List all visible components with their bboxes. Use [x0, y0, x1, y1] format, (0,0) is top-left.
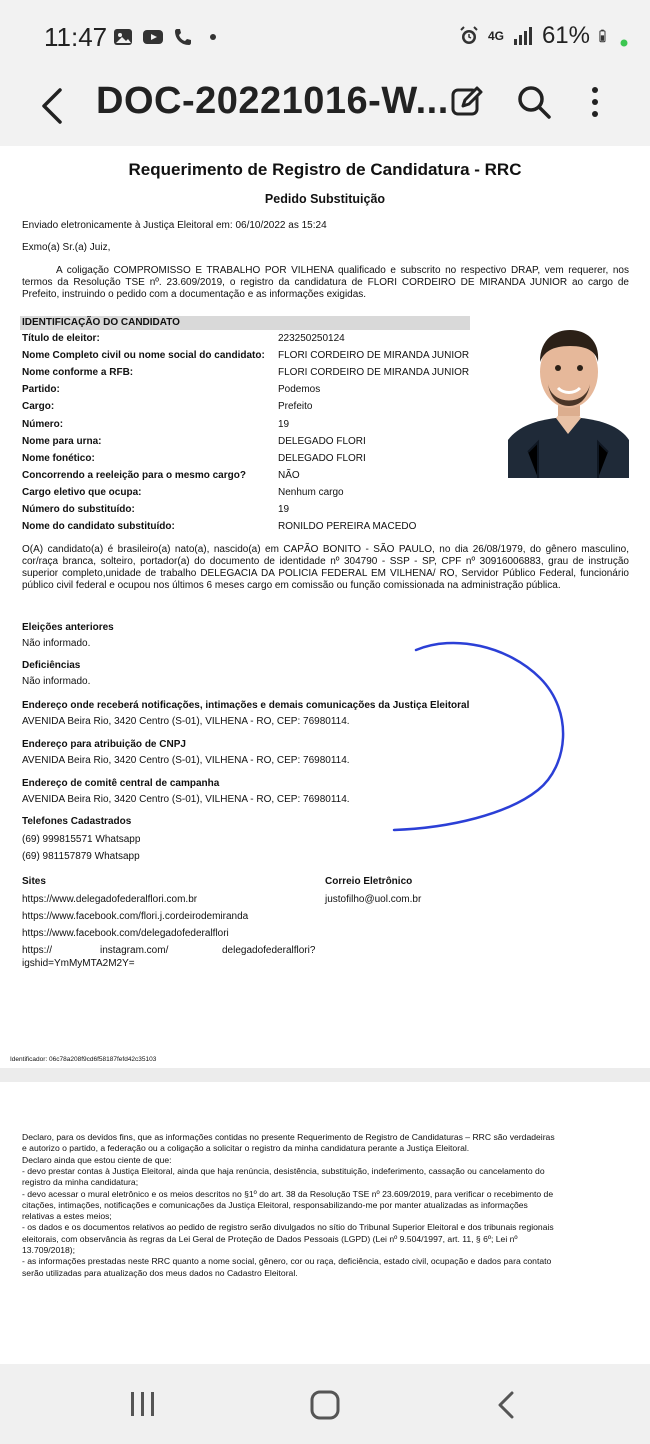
- field-value: FLORI CORDEIRO DE MIRANDA JUNIOR: [278, 350, 470, 362]
- telefone-item: (69) 999815571 Whatsapp: [22, 834, 141, 845]
- deficiencias-value: Não informado.: [22, 676, 91, 687]
- identificador: Identificador: 06c78a208f9cd6f58187fefd42c35103: [10, 1056, 157, 1063]
- email-value[interactable]: justofilho@uol.com.br: [325, 894, 422, 905]
- site-instagram-part[interactable]: https://: [22, 945, 53, 956]
- endereco-cnpj-value: AVENIDA Beira Rio, 3420 Centro (S-01), VILHENA - RO, CEP: 76980114.: [22, 755, 350, 766]
- youtube-icon: [142, 26, 164, 48]
- alarm-icon: [458, 25, 480, 47]
- declaration-line: serão utilizadas para atualização dos meus dados no Cadastro Eleitoral.: [22, 1267, 298, 1278]
- field-value: NÃO: [278, 469, 300, 481]
- site-instagram-part[interactable]: delegadofederalflori?: [222, 945, 316, 956]
- field-label: Cargo eletivo que ocupa:: [22, 486, 142, 498]
- salutation: Exmo(a) Sr.(a) Juiz,: [22, 242, 111, 253]
- battery-icon: [598, 25, 612, 47]
- gallery-icon: [112, 26, 134, 48]
- field-label: Número:: [22, 418, 64, 430]
- field-value: 223250250124: [278, 333, 345, 344]
- site-link[interactable]: https://www.facebook.com/delegadofederalflori: [22, 928, 229, 939]
- telefones-title: Telefones Cadastrados: [22, 816, 132, 827]
- declaration-line: - os dados e os documentos relativos ao pedido de registro serão divulgados no sítio do Tribunal Superior Eleitoral e dos tribunais regionais: [22, 1222, 554, 1233]
- field-label: Nome conforme a RFB:: [22, 367, 134, 379]
- status-time: 11:47: [44, 22, 108, 52]
- field-value: 19: [278, 504, 290, 515]
- field-label: Título de eleitor:: [22, 333, 100, 344]
- declaration-line: registro da minha candidatura;: [22, 1177, 139, 1188]
- sites-title: Sites: [22, 876, 46, 887]
- document-title: DOC-20221016-W...: [96, 80, 449, 122]
- field-label: Cargo:: [22, 401, 55, 413]
- active-dot-icon: [620, 39, 628, 47]
- signal-icon: [512, 25, 534, 47]
- status-notification-icons: [112, 26, 224, 48]
- doc-title: Requerimento de Registro de Candidatura - RRC: [128, 160, 522, 179]
- endereco-notif-value: AVENIDA Beira Rio, 3420 Centro (S-01), VILHENA - RO, CEP: 76980114.: [22, 716, 350, 727]
- status-system-icons: [458, 22, 628, 50]
- declaration-line: - as informações prestadas neste RRC quanto a nome social, gênero, cor ou raça, deficiência, estado civil, ocupação e dados para contato: [22, 1256, 552, 1267]
- doc-subtitle: Pedido Substituição: [264, 192, 386, 206]
- sent-info: Enviado eletronicamente à Justiça Eleitoral em: 06/10/2022 as 15:24: [22, 220, 327, 231]
- declaration-line: eleitorais, com observância às regras da Lei Geral de Proteção de Dados Pessoais (LGPD) (Lei nº 9.504/1997, art. 11, § 6º; Lei nº: [22, 1233, 518, 1244]
- telefone-item: (69) 981157879 Whatsapp: [22, 851, 140, 862]
- declaration-line: - devo prestar contas à Justiça Eleitoral, ainda que haja renúncia, desistência, substituição, indeferimento, cassação ou cancelamento do: [22, 1165, 545, 1176]
- field-value: Prefeito: [278, 401, 313, 413]
- declaration-line: citações, intimações, notificações e comunicações da Justiça Eleitoral, responsabilizando-me por manter atualizadas as informações: [22, 1199, 528, 1210]
- field-label: Nome para urna:: [22, 435, 102, 447]
- field-value: FLORI CORDEIRO DE MIRANDA JUNIOR: [278, 367, 470, 379]
- endereco-cnpj-title: Endereço para atribuição de CNPJ: [22, 739, 186, 750]
- back-arrow-icon[interactable]: [32, 78, 76, 134]
- section-identificacao: IDENTIFICAÇÃO DO CANDIDATO: [20, 316, 470, 330]
- eleicoes-title: Eleições anteriores: [22, 622, 114, 633]
- recent-apps-icon[interactable]: [128, 1388, 158, 1420]
- more-options-icon[interactable]: [580, 82, 610, 122]
- site-link[interactable]: https://www.facebook.com/flori.j.cordeirodemiranda: [22, 911, 249, 922]
- search-icon[interactable]: [514, 82, 554, 122]
- field-label: Concorrendo a reeleição para o mesmo cargo?: [22, 469, 246, 481]
- network-type: 4G: [487, 29, 504, 43]
- declaration-line: relativas a estes meios;: [22, 1211, 112, 1222]
- home-icon[interactable]: [308, 1388, 342, 1422]
- declaration-line: 13.709/2018);: [22, 1245, 76, 1255]
- document-page-1[interactable]: [0, 146, 650, 1068]
- site-instagram-line2[interactable]: igshid=YmMyMTA2M2Y=: [22, 958, 135, 969]
- nav-back-icon[interactable]: [494, 1388, 518, 1422]
- email-title: Correio Eletrônico: [325, 876, 413, 887]
- field-value: RONILDO PEREIRA MACEDO: [278, 521, 417, 533]
- deficiencias-title: Deficiências: [22, 660, 81, 671]
- status-bar: [0, 0, 650, 70]
- field-label: Nome fonético:: [22, 452, 95, 464]
- declaration-line: Declaro, para os devidos fins, que as informações contidas no presente Requerimento de Registro de Candidaturas – RRC são verdadeiras: [22, 1132, 555, 1142]
- handwritten-annotation-curve: [390, 638, 570, 838]
- eleicoes-value: Não informado.: [22, 638, 91, 649]
- candidate-photo: [508, 322, 629, 478]
- field-value: DELEGADO FLORI: [278, 452, 366, 464]
- field-label: Nome do candidato substituído:: [22, 521, 175, 533]
- endereco-notif-title: Endereço onde receberá notificações, intimações e demais comunicações da Justiça Eleitoral: [22, 700, 470, 711]
- edit-icon[interactable]: [447, 82, 487, 122]
- document-page-2[interactable]: [0, 1082, 650, 1364]
- declaration-line: e autorizo o partido, a federação ou a coligação a solicitar o registro da minha candidatura perante a Justiça Eleitoral.: [22, 1143, 470, 1154]
- field-label: Nome Completo civil ou nome social do candidato:: [22, 350, 265, 362]
- field-value: DELEGADO FLORI: [278, 435, 366, 447]
- declaration-line: - devo acessar o mural eletrônico e os meios descritos no §1º do art. 38 da Resolução TSE nº 23.609/2019, para verificar o recebimento de: [22, 1188, 554, 1199]
- site-instagram-part[interactable]: instagram.com/: [100, 945, 169, 956]
- field-value: 19: [278, 418, 290, 430]
- declaration-line: Declaro ainda que estou ciente de que:: [22, 1154, 172, 1165]
- phone-icon: [172, 26, 194, 48]
- endereco-comite-title: Endereço de comitê central de campanha: [22, 778, 220, 789]
- bio-paragraph: O(A) candidato(a) é brasileiro(a) nato(a), nascido(a) em CAPÃO BONITO - SÃO PAULO, no dia 26/08/1979, do gênero masculino, cor/raça branca, solteiro, portador(a) do documento de identidade nº 304790 - SSP - SP, CPF nº 30916006883, grau de instrução superior completo,unidade de trabalho DELEGACIA DA POLICIA FEDERAL EM VILHENA/ RO, Servidor Público Federal, funcionário público civil federal e ocupou nos últimos 6 meses cargo em comissão ou função comissionada na administração pública.: [22, 544, 629, 591]
- app-bar: [0, 70, 650, 146]
- navigation-bar: [0, 1364, 650, 1444]
- battery-percent: 61%: [541, 22, 590, 49]
- endereco-comite-value: AVENIDA Beira Rio, 3420 Centro (S-01), VILHENA - RO, CEP: 76980114.: [22, 794, 350, 805]
- field-value: Podemos: [278, 384, 321, 396]
- site-link[interactable]: https://www.delegadofederalflori.com.br: [22, 894, 198, 905]
- page-separator: [0, 1068, 650, 1082]
- dot-icon: [202, 26, 224, 48]
- field-label: Partido:: [22, 384, 60, 396]
- intro-paragraph: A coligação COMPROMISSO E TRABALHO POR VILHENA qualificado e subscrito no respectivo DRAP, vem requerer, nos termos da Resolução TSE nº. 23.609/2019, o registro da candidatura de FLORI CORDEIRO DE MIRANDA JUNIOR ao cargo de Prefeito, instruindo o pedido com a documentação e as informações exigidas.: [22, 265, 629, 300]
- field-value: Nenhum cargo: [278, 486, 344, 498]
- field-label: Número do substituído:: [22, 504, 135, 515]
